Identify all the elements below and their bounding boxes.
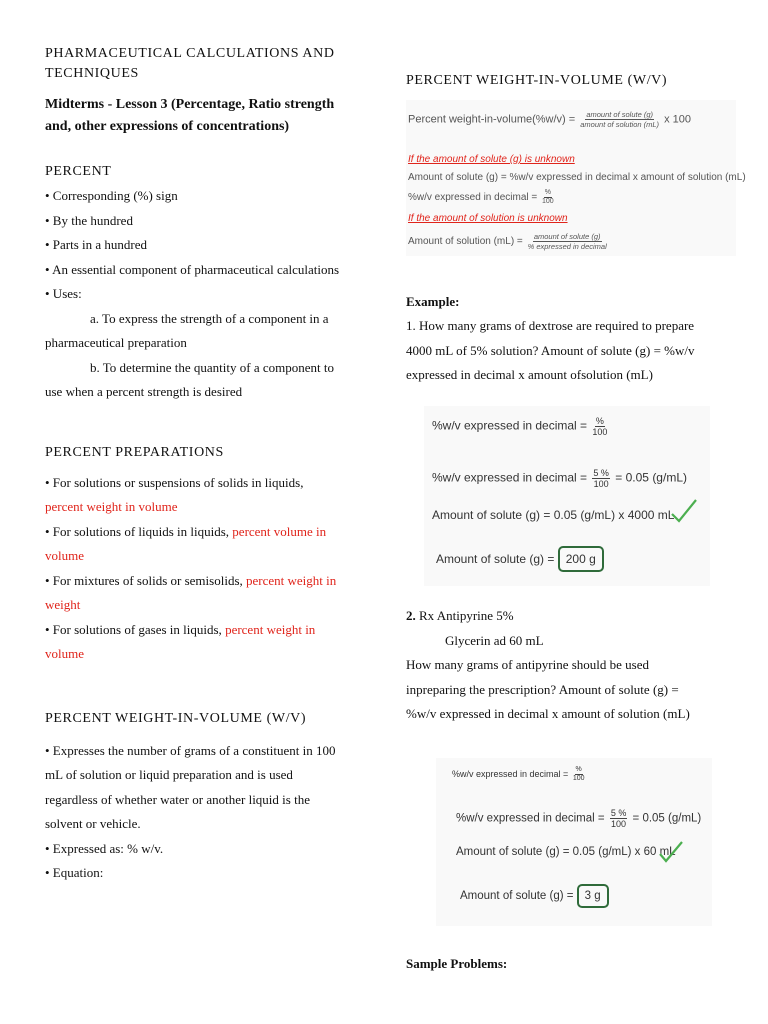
formula-main bbox=[408, 110, 691, 129]
q2-glycerin: Glycerin ad 60 mL bbox=[445, 632, 544, 648]
percent-bullet-1: • Corresponding (%) sign bbox=[45, 188, 178, 203]
s1-step-result: = 0.05 (g/mL) bbox=[615, 470, 687, 485]
s2-decimal-den: 100 bbox=[572, 775, 585, 782]
checkmark-icon bbox=[658, 840, 684, 864]
wv-line-5: • Expressed as: % w/v. bbox=[45, 840, 164, 856]
checkmark-icon bbox=[670, 498, 698, 524]
preparations-heading: PERCENT PREPARATIONS bbox=[45, 444, 224, 460]
formula-red-note-2: If the amount of solution is unknown bbox=[408, 213, 568, 224]
prep-item-2-red-1: percent volume in bbox=[232, 523, 327, 539]
right-column bbox=[406, 0, 746, 1024]
formula-solution-num: amount of solute (g) bbox=[533, 232, 601, 241]
q2-rx-text: Rx Antipyrine 5% bbox=[419, 608, 514, 623]
s1-step-fraction bbox=[592, 468, 610, 489]
wv-line-2: mL of solution or liquid preparation and is used bbox=[45, 767, 293, 782]
use-a-line-1: a. To express the strength of a component in a bbox=[90, 310, 329, 326]
use-b-line-2: use when a percent strength is desired bbox=[45, 384, 243, 399]
s1-decimal-num: % bbox=[595, 416, 604, 426]
s2-decimal bbox=[452, 766, 587, 783]
formula-solution-label: Amount of solution (mL) = bbox=[408, 236, 523, 248]
prep-item-4-red-2: volume bbox=[45, 646, 84, 661]
q1-line-1: 1. How many grams of dextrose are required to prepare bbox=[406, 318, 695, 333]
solution-1-image bbox=[424, 406, 710, 586]
s1-decimal bbox=[432, 416, 609, 437]
prep-item-2-red-2: volume bbox=[45, 548, 84, 563]
wv-heading-right: PERCENT WEIGHT-IN-VOLUME (W/V) bbox=[406, 73, 668, 88]
s1-step-label: %w/v expressed in decimal = bbox=[432, 470, 588, 485]
s2-decimal-fraction bbox=[573, 766, 585, 783]
s1-step-num: 5 % bbox=[593, 468, 609, 478]
q1-line-3: expressed in decimal x amount ofsolution (mL) bbox=[406, 367, 653, 382]
subtitle-line-1: Midterms - Lesson 3 (Percentage, Ratio strength bbox=[45, 97, 335, 112]
preparations-section bbox=[45, 445, 365, 667]
formula-main-den: amount of solution (mL) bbox=[580, 120, 660, 129]
s1-step-den: 100 bbox=[593, 479, 609, 489]
q2-line-1: How many grams of antipyrine should be used bbox=[406, 657, 649, 672]
example-heading: Example: bbox=[406, 294, 460, 309]
s1-decimal-fraction bbox=[592, 416, 607, 437]
formula-decimal-label: %w/v expressed in decimal = bbox=[408, 192, 538, 204]
s2-step bbox=[456, 808, 701, 829]
formula-image bbox=[406, 100, 746, 256]
title-line-1: PHARMACEUTICAL CALCULATIONS AND bbox=[45, 46, 335, 61]
s1-amount: Amount of solute (g) = 0.05 (g/mL) x 4000 mL bbox=[432, 508, 675, 522]
s1-step bbox=[432, 468, 687, 489]
sample-problems-heading: Sample Problems: bbox=[406, 956, 508, 971]
wv-line-6: • Equation: bbox=[45, 865, 104, 880]
solution-2-image bbox=[436, 758, 712, 926]
question-2 bbox=[406, 604, 736, 727]
s1-final-label: Amount of solute (g) = bbox=[436, 552, 555, 566]
percent-section bbox=[45, 164, 365, 405]
wv-line-1: • Expresses the number of grams of a constituent in 100 bbox=[45, 742, 336, 758]
s2-step-result: = 0.05 (g/mL) bbox=[632, 812, 702, 825]
wv-section-left bbox=[45, 711, 365, 886]
percent-bullet-3: • Parts in a hundred bbox=[45, 237, 148, 252]
formula-main-label: Percent weight-in-volume(%w/v) = bbox=[408, 113, 576, 126]
prep-item-3-red-1: percent weight in bbox=[246, 572, 337, 588]
s2-final bbox=[460, 890, 609, 902]
formula-solution-den: % expressed in decimal bbox=[527, 242, 607, 251]
s2-step-den: 100 bbox=[611, 819, 627, 829]
s2-step-num: 5 % bbox=[610, 808, 627, 818]
left-column bbox=[45, 44, 365, 886]
prep-item-2-text: • For solutions of liquids in liquids, bbox=[45, 523, 230, 539]
prep-item-2 bbox=[45, 520, 365, 569]
q2-line-2: inpreparing the prescription? Amount of solute (g) = bbox=[406, 681, 679, 697]
subtitle-line-2: and, other expressions of concentrations) bbox=[45, 119, 290, 134]
s2-step-label: %w/v expressed in decimal = bbox=[456, 812, 605, 825]
formula-main-tail: x 100 bbox=[664, 113, 692, 126]
q2-line-3: %w/v expressed in decimal x amount of solution (mL) bbox=[406, 706, 690, 721]
wv-line-4: solvent or vehicle. bbox=[45, 816, 141, 831]
s1-final-value: 200 g bbox=[558, 546, 604, 572]
question-1 bbox=[406, 314, 736, 388]
formula-main-fraction bbox=[580, 110, 659, 129]
use-a-line-2: pharmaceutical preparation bbox=[45, 335, 187, 350]
formula-solute-eq: Amount of solute (g) = %w/v expressed in decimal x amount of solution (mL) bbox=[408, 172, 746, 183]
prep-item-1-text: • For solutions or suspensions of solids in liquids, bbox=[45, 474, 304, 490]
prep-item-3-text: • For mixtures of solids or semisolids, bbox=[45, 572, 243, 588]
prep-item-4-text: • For solutions of gases in liquids, bbox=[45, 621, 222, 637]
lesson-subtitle bbox=[45, 94, 365, 138]
prep-item-1 bbox=[45, 471, 365, 520]
q2-rx bbox=[406, 604, 736, 629]
s2-decimal-num: % bbox=[575, 766, 582, 773]
formula-decimal-fraction bbox=[542, 189, 554, 206]
formula-decimal-den: 100 bbox=[542, 198, 554, 205]
percent-bullet-2: • By the hundred bbox=[45, 212, 133, 228]
s2-final-value: 3 g bbox=[577, 884, 609, 908]
document-title bbox=[45, 44, 365, 84]
prep-item-3 bbox=[45, 569, 365, 618]
s2-final-label: Amount of solute (g) = bbox=[460, 890, 574, 902]
s2-decimal-label: %w/v expressed in decimal = bbox=[452, 768, 569, 779]
wv-heading-left: PERCENT WEIGHT-IN-VOLUME (W/V) bbox=[45, 710, 307, 726]
prep-item-4 bbox=[45, 618, 365, 667]
s2-step-fraction bbox=[610, 808, 628, 829]
s1-decimal-label: %w/v expressed in decimal = bbox=[432, 418, 588, 433]
title-line-2: TECHNIQUES bbox=[45, 66, 139, 81]
formula-decimal bbox=[408, 189, 556, 206]
percent-heading: PERCENT bbox=[45, 164, 112, 179]
s1-decimal-den: 100 bbox=[592, 427, 608, 437]
percent-bullet-4: • An essential component of pharmaceutical calculations bbox=[45, 261, 340, 277]
formula-decimal-num: % bbox=[544, 189, 551, 196]
use-b-line-1: b. To determine the quantity of a component to bbox=[90, 359, 334, 375]
wv-line-3: regardless of whether water or another liquid is the bbox=[45, 791, 310, 807]
formula-solution bbox=[408, 232, 609, 251]
q1-line-2: 4000 mL of 5% solution? Amount of solute (g) = %w/v bbox=[406, 342, 695, 358]
prep-item-4-red-1: percent weight in bbox=[225, 621, 316, 637]
prep-item-1-red: percent weight in volume bbox=[45, 499, 178, 514]
s1-final bbox=[436, 552, 604, 566]
formula-red-note-1: If the amount of solute (g) is unknown bbox=[408, 154, 575, 165]
prep-item-3-red-2: weight bbox=[45, 597, 81, 612]
percent-bullet-5: • Uses: bbox=[45, 286, 82, 301]
s2-amount: Amount of solute (g) = 0.05 (g/mL) x 60 mL bbox=[456, 846, 676, 858]
formula-solution-fraction bbox=[528, 232, 607, 251]
q2-number: 2. bbox=[406, 608, 416, 623]
formula-main-num: amount of solute (g) bbox=[586, 110, 654, 119]
